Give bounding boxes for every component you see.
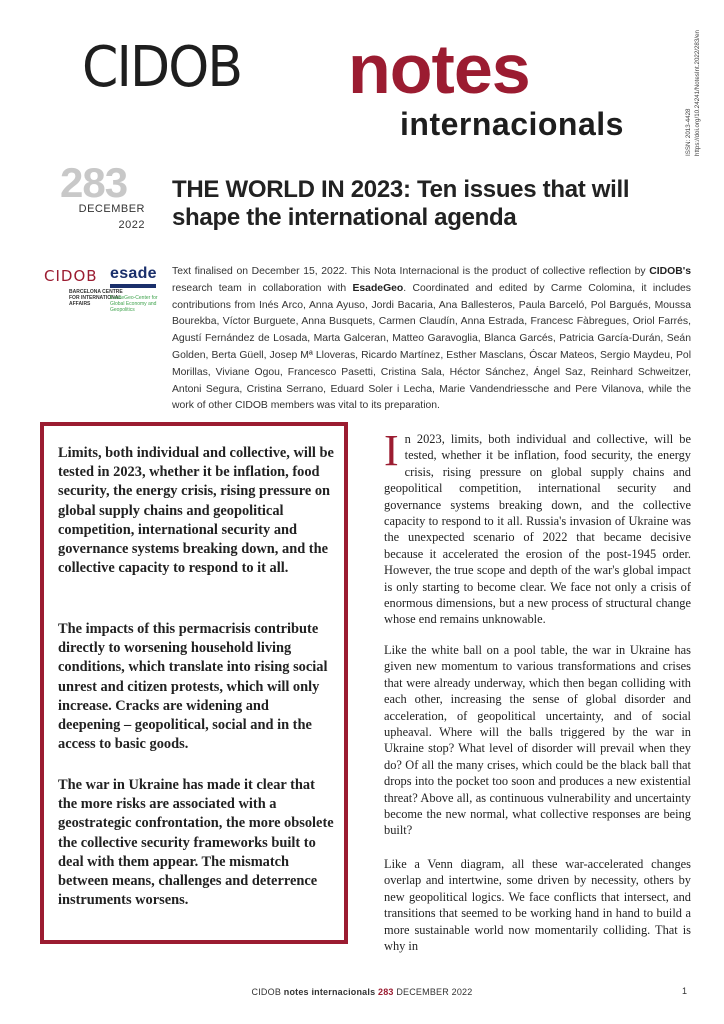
page-title: THE WORLD IN 2023: Ten issues that will shape the international agenda [172,176,630,231]
issn-line: ISSN: 2013-4428 [685,108,692,156]
issue-month: DECEMBER [78,203,145,215]
drop-cap: I [384,426,399,475]
intro-text-2: research team in collaboration with [172,282,353,294]
body-paragraph-1 [384,426,691,628]
cidob-logo [44,267,123,307]
masthead-notes: notes [348,30,530,108]
esade-logo [110,265,158,313]
masthead-internacionals: internacionals [400,106,624,142]
intro-text-3: . Coordinated and edited by Carme Colomina, it includes contributions from Inés Arco, Anna Ayuso, Jordi Bacaria, Ana Ballesteros, Paula Barceló, Pol Bargués, Moussa Bourekba, Víctor Burguete, Anna Busquets, Carmen Claudín, Anna Estrada, Francesc Fàbregues, Oriol Farrés, Agustí Fernández de Losada, Marta Galceran, Matteo Garavoglia, Blanca Garcés, Patricia García-Durán, Seán Golden, Berta Güell, Josep Mª Lloveras, Ricardo Martínez, Esther Masclans, Óscar Mateos, Sergio Maydeu, Pol Morillas, Viviane Ogou, Francesco Pasetti, Cristina Sala, Héctor Sánchez, Ángel Saz, Reinhard Schweitzer, Antoni Segura, Cristina Serrano, Eduard Soler i Lecha, Marie Vandendriessche and Pere Vilanova, while the work of other CIDOB members was vital to its preparation. [172,282,691,412]
footer-notes: notes internacionals [283,987,376,997]
esade-logo-bar [110,284,156,288]
issn-vertical-text [672,8,712,156]
intro-paragraph [172,264,691,415]
footer-number: 283 [377,987,394,997]
highlight-paragraph: The war in Ukraine has made it clear that the more risks are associated with a geostrategic confrontation, the more obsolete the collective security frameworks built to deal with them appear. The mismatch between means, challenges and deterrence instruments worsens. [58,777,334,909]
highlight-paragraph: The impacts of this permacrisis contribute directly to worsening household living conditions, which translate into rising social unrest and citizen protests, which will only increase. Cracks are widening and deepening – geopolitical, social and in the access to basic goods. [58,621,328,753]
footer-cidob: CIDOB [251,987,282,997]
issue-number: 283 [60,159,128,206]
highlight-paragraph: Limits, both individual and collective, will be tested in 2023, whether it be inflation, food security, the energy crisis, rising pressure on global supply chains and geopolitical competition, international security and governance systems breaking down, and the collective capacity to respond to it all. [58,445,334,577]
cidob-logo-subtitle: BARCELONA CENTRE FOR INTERNATIONAL AFFAIRS [69,289,123,307]
cidob-logo-word: CIDOB [44,267,98,285]
masthead-cidob: CIDOB [82,35,242,100]
body-paragraph-1-text: n 2023, limits, both individual and collective, will be tested, whether it be inflation, food security, the energy crisis, rising pressure on global supply chains and geopolitical competition, international security and governance systems breaking down, and the collective capacity to respond to it all. Russia's invasion of Ukraine was the unexpected scenario of 2022 that became decisive because it accelerated the erosion of the post-1945 order. However, the true scope and depth of the war's global impact is only starting to become clear. We face not only a crisis of enormous dimensions, but a new process of structural change whose end remains unknowable. [384,432,691,627]
issue-year: 2022 [118,219,145,231]
body-paragraph-2: Like the white ball on a pool table, the war in Ukraine has given new momentum to various transformations and crises that were already underway, which then began colliding with each other, increasing the sense of global disorder and acceleration, of geopolitical uncertainty, and of social upheaval. Where will the balls triggered by the war in Ukraine stop? What level of disorder will prevail when they do? Of all the many crises, which could be the black ball that drops into the pocket too soon and produces a new existential threat? Above all, as continuous vulnerability and uncertainty become the new normal, what collective responses are being built? [384,643,691,838]
esade-logo-word: esade [110,265,157,282]
footer [0,987,724,997]
intro-cidob: CIDOB's [649,266,691,277]
body-paragraph-3: Like a Venn diagram, all these war-accelerated changes overlap and intertwine, some driven by necessity, others by new geopolitical logics. We face conflicts that intersect, and transitions that seemed to be working hand in hand to build a more sustainable world now momentarily colliding. That is why in [384,857,691,954]
doi-line: https://doi.org/10.24241/NotesInt.2022/283/en [694,30,701,156]
esade-logo-subtitle: EsadeGeo-Center for Global Economy and Geopolitics [110,295,158,313]
highlights-box [40,422,348,944]
footer-date: DECEMBER 2022 [396,987,473,997]
intro-text-1: Text finalised on December 15, 2022. This Nota Internacional is the product of collective reflection by [172,266,650,277]
intro-esadegeo: EsadeGeo [352,282,404,294]
page-number: 1 [682,986,688,996]
